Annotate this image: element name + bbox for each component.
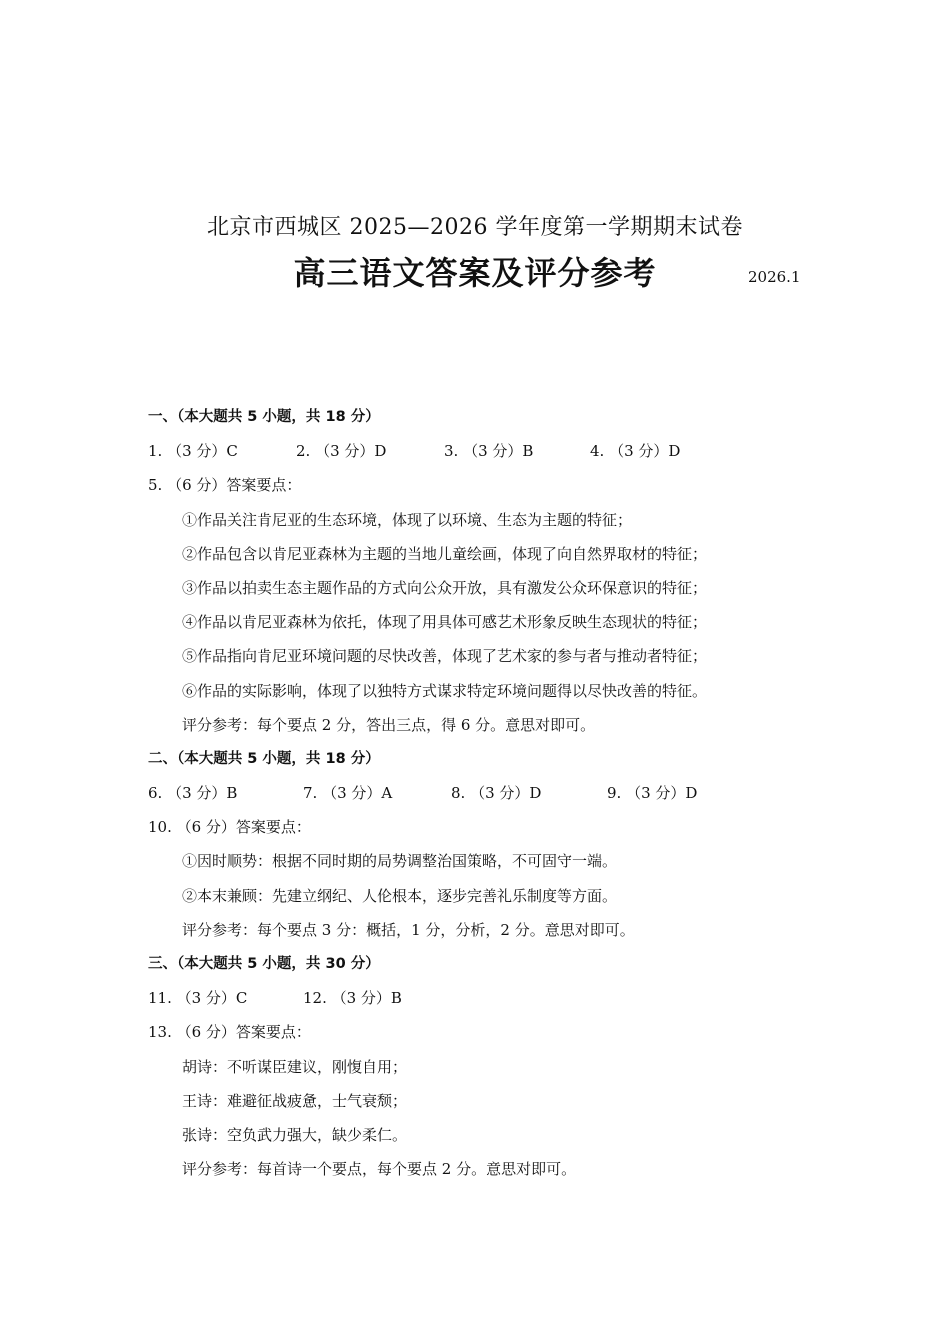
question-10-label: 10. （6 分）答案要点： [148, 818, 311, 837]
q13-point-1: 胡诗：不听谋臣建议，刚愎自用； [182, 1057, 408, 1076]
q10-scoring: 评分参考：每个要点 3 分：概括，1 分，分析，2 分。意思对即可。 [182, 920, 635, 939]
answer-1: 1. （3 分）C [148, 442, 238, 461]
answers-row-1-4 [148, 434, 808, 468]
q10-point-1: ①因时顺势：根据不同时期的局势调整治国策略，不可固守一端。 [182, 852, 618, 871]
section-heading-3: 三、（本大题共 5 小题，共 30 分） [148, 956, 380, 972]
answer-4: 4. （3 分）D [590, 442, 681, 461]
q5-point-3: ③作品以拍卖生态主题作品的方式向公众开放，具有激发公众环保意识的特征； [182, 578, 708, 597]
answer-12: 12. （3 分）B [303, 989, 402, 1008]
answer-11: 11. （3 分）C [148, 989, 248, 1008]
q13-point-2: 王诗：难避征战疲惫，士气衰颓； [182, 1091, 408, 1110]
answer-8: 8. （3 分）D [451, 784, 542, 803]
answer-6: 6. （3 分）B [148, 784, 238, 803]
q5-point-2: ②作品包含以肯尼亚森林为主题的当地儿童绘画，体现了向自然界取材的特征； [182, 544, 708, 563]
q5-point-5: ⑤作品指向肯尼亚环境问题的尽快改善，体现了艺术家的参与者与推动者特征； [182, 647, 708, 666]
answer-7: 7. （3 分）A [303, 784, 393, 803]
q5-point-1: ①作品关注肯尼亚的生态环境，体现了以环境、生态为主题的特征； [182, 510, 633, 529]
q5-point-6: ⑥作品的实际影响，体现了以独特方式谋求特定环境问题得以尽快改善的特征。 [182, 681, 708, 700]
exam-title: 北京市西城区 2025—2026 学年度第一学期期末试卷 [207, 215, 743, 240]
section-heading-2: 二、（本大题共 5 小题，共 18 分） [148, 750, 380, 767]
document-date: 2026.1 [748, 268, 801, 286]
section-heading-1: 一、（本大题共 5 小题，共 18 分） [148, 409, 380, 425]
answer-9: 9. （3 分）D [607, 784, 698, 803]
answer-3: 3. （3 分）B [444, 442, 534, 461]
document-title: 高三语文答案及评分参考 [293, 254, 657, 292]
question-5-label: 5. （6 分）答案要点： [148, 476, 302, 495]
answer-2: 2. （3 分）D [296, 442, 387, 461]
q13-scoring: 评分参考：每首诗一个要点，每个要点 2 分。意思对即可。 [182, 1160, 577, 1179]
answers-row-6-9 [148, 776, 808, 810]
q5-point-4: ④作品以肯尼亚森林为依托，体现了用具体可感艺术形象反映生态现状的特征； [182, 613, 708, 632]
answers-row-11-12 [148, 981, 808, 1015]
question-13-label: 13. （6 分）答案要点： [148, 1023, 311, 1042]
q13-point-3: 张诗：空负武力强大，缺少柔仁。 [182, 1125, 408, 1144]
q5-scoring: 评分参考：每个要点 2 分，答出三点，得 6 分。意思对即可。 [182, 715, 596, 734]
answer-content [148, 400, 808, 1186]
q10-point-2: ②本末兼顾：先建立纲纪、人伦根本，逐步完善礼乐制度等方面。 [182, 886, 618, 905]
